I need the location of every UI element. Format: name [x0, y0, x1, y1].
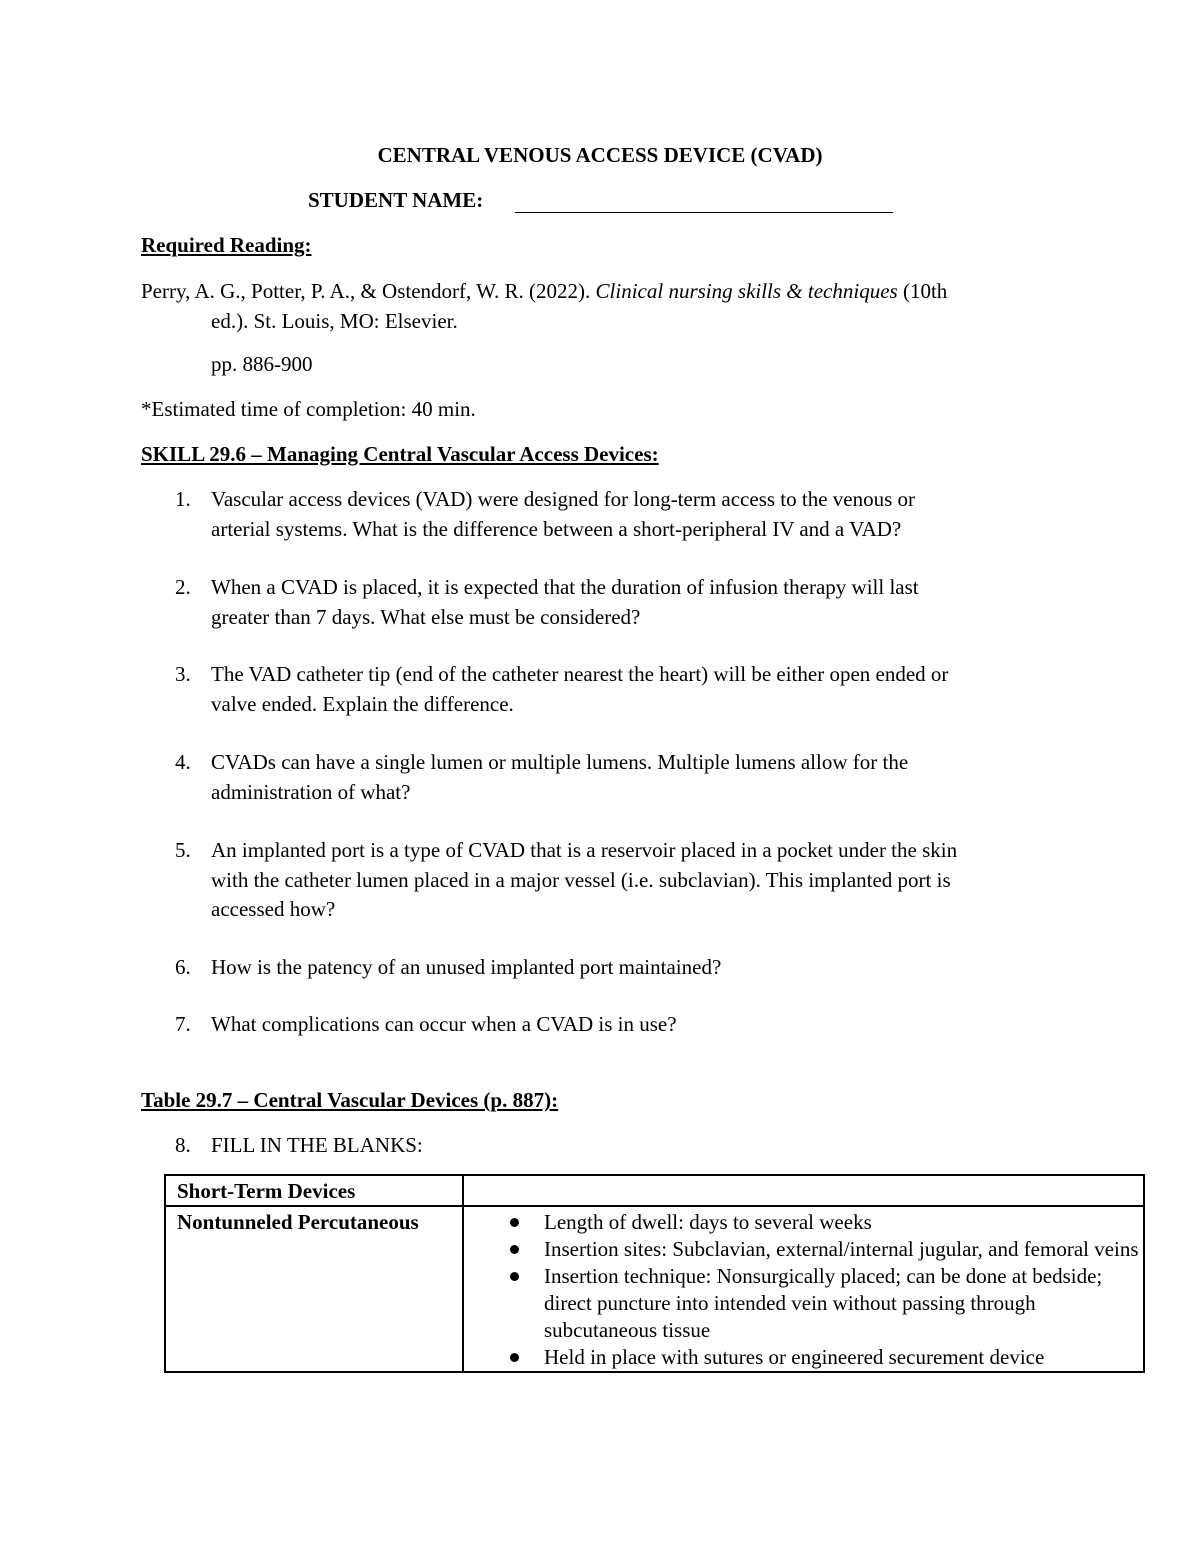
question-line: administration of what?	[211, 780, 411, 804]
question-number: 4.	[175, 750, 191, 774]
student-name-label: STUDENT NAME:	[308, 188, 484, 212]
estimated-time: *Estimated time of completion: 40 min.	[141, 397, 476, 421]
list-item: Insertion technique: Nonsurgically placed; can be done at bedside; direct puncture into intended vein without passing through subcutaneous tissue	[464, 1263, 1143, 1344]
question-number: 5.	[175, 838, 191, 862]
question-line: accessed how?	[211, 897, 336, 921]
table-row	[165, 1206, 1144, 1372]
question-line: greater than 7 days. What else must be considered?	[211, 605, 641, 629]
table-row-details-cell	[463, 1206, 1144, 1372]
citation-book-title: Clinical nursing skills & techniques	[595, 279, 898, 303]
table-section-heading: Table 29.7 – Central Vascular Devices (p. 887):	[141, 1088, 559, 1112]
table-row-label-cell	[165, 1206, 463, 1372]
table-header-cell	[165, 1175, 463, 1206]
row-label-nontunneled: Nontunneled Percutaneous	[177, 1210, 419, 1234]
student-name-blank[interactable]	[515, 212, 893, 213]
question-line: When a CVAD is placed, it is expected that the duration of infusion therapy will last	[211, 575, 919, 599]
question-line: with the catheter lumen placed in a major vessel (i.e. subclavian). This implanted port is	[211, 868, 951, 892]
header-short-term-devices: Short-Term Devices	[177, 1179, 356, 1203]
citation-authors: Perry, A. G., Potter, P. A., & Ostendorf, W. R. (2022).	[141, 279, 596, 303]
question-line: How is the patency of an unused implanted port maintained?	[211, 955, 722, 979]
question-number: 1.	[175, 487, 191, 511]
question-line: FILL IN THE BLANKS:	[211, 1133, 423, 1157]
list-item: Insertion sites: Subclavian, external/internal jugular, and femoral veins	[464, 1236, 1143, 1263]
question-line: valve ended. Explain the difference.	[211, 692, 514, 716]
devices-table	[164, 1174, 1145, 1373]
question-number: 7.	[175, 1012, 191, 1036]
document-title: CENTRAL VENOUS ACCESS DEVICE (CVAD)	[377, 143, 823, 167]
citation-line-1	[141, 279, 947, 304]
question-line: What complications can occur when a CVAD is in use?	[211, 1012, 677, 1036]
bullet-icon	[510, 1218, 519, 1227]
required-reading-heading: Required Reading:	[141, 233, 312, 257]
question-line: An implanted port is a type of CVAD that is a reservoir placed in a pocket under the skin	[211, 838, 958, 862]
question-number: 8.	[175, 1133, 191, 1157]
question-line: The VAD catheter tip (end of the catheter nearest the heart) will be either open ended or	[211, 662, 949, 686]
question-number: 3.	[175, 662, 191, 686]
bullet-icon	[510, 1272, 519, 1281]
question-number: 2.	[175, 575, 191, 599]
question-number: 6.	[175, 955, 191, 979]
list-item: Length of dwell: days to several weeks	[464, 1209, 1143, 1236]
table-header-row	[165, 1175, 1144, 1206]
bullet-icon	[510, 1353, 519, 1362]
reading-pages: pp. 886-900	[211, 352, 313, 376]
question-line: Vascular access devices (VAD) were designed for long-term access to the venous or	[211, 487, 916, 511]
skill-heading: SKILL 29.6 – Managing Central Vascular Access Devices:	[141, 442, 659, 466]
citation-line-2: ed.). St. Louis, MO: Elsevier.	[211, 309, 458, 333]
table-header-cell-blank[interactable]	[463, 1175, 1144, 1206]
question-line: arterial systems. What is the difference between a short-peripheral IV and a VAD?	[211, 517, 902, 541]
details-bullet-list	[464, 1207, 1143, 1371]
citation-edition: (10th	[897, 279, 948, 303]
question-line: CVADs can have a single lumen or multiple lumens. Multiple lumens allow for the	[211, 750, 909, 774]
list-item: Held in place with sutures or engineered securement device	[464, 1344, 1143, 1371]
bullet-icon	[510, 1245, 519, 1254]
